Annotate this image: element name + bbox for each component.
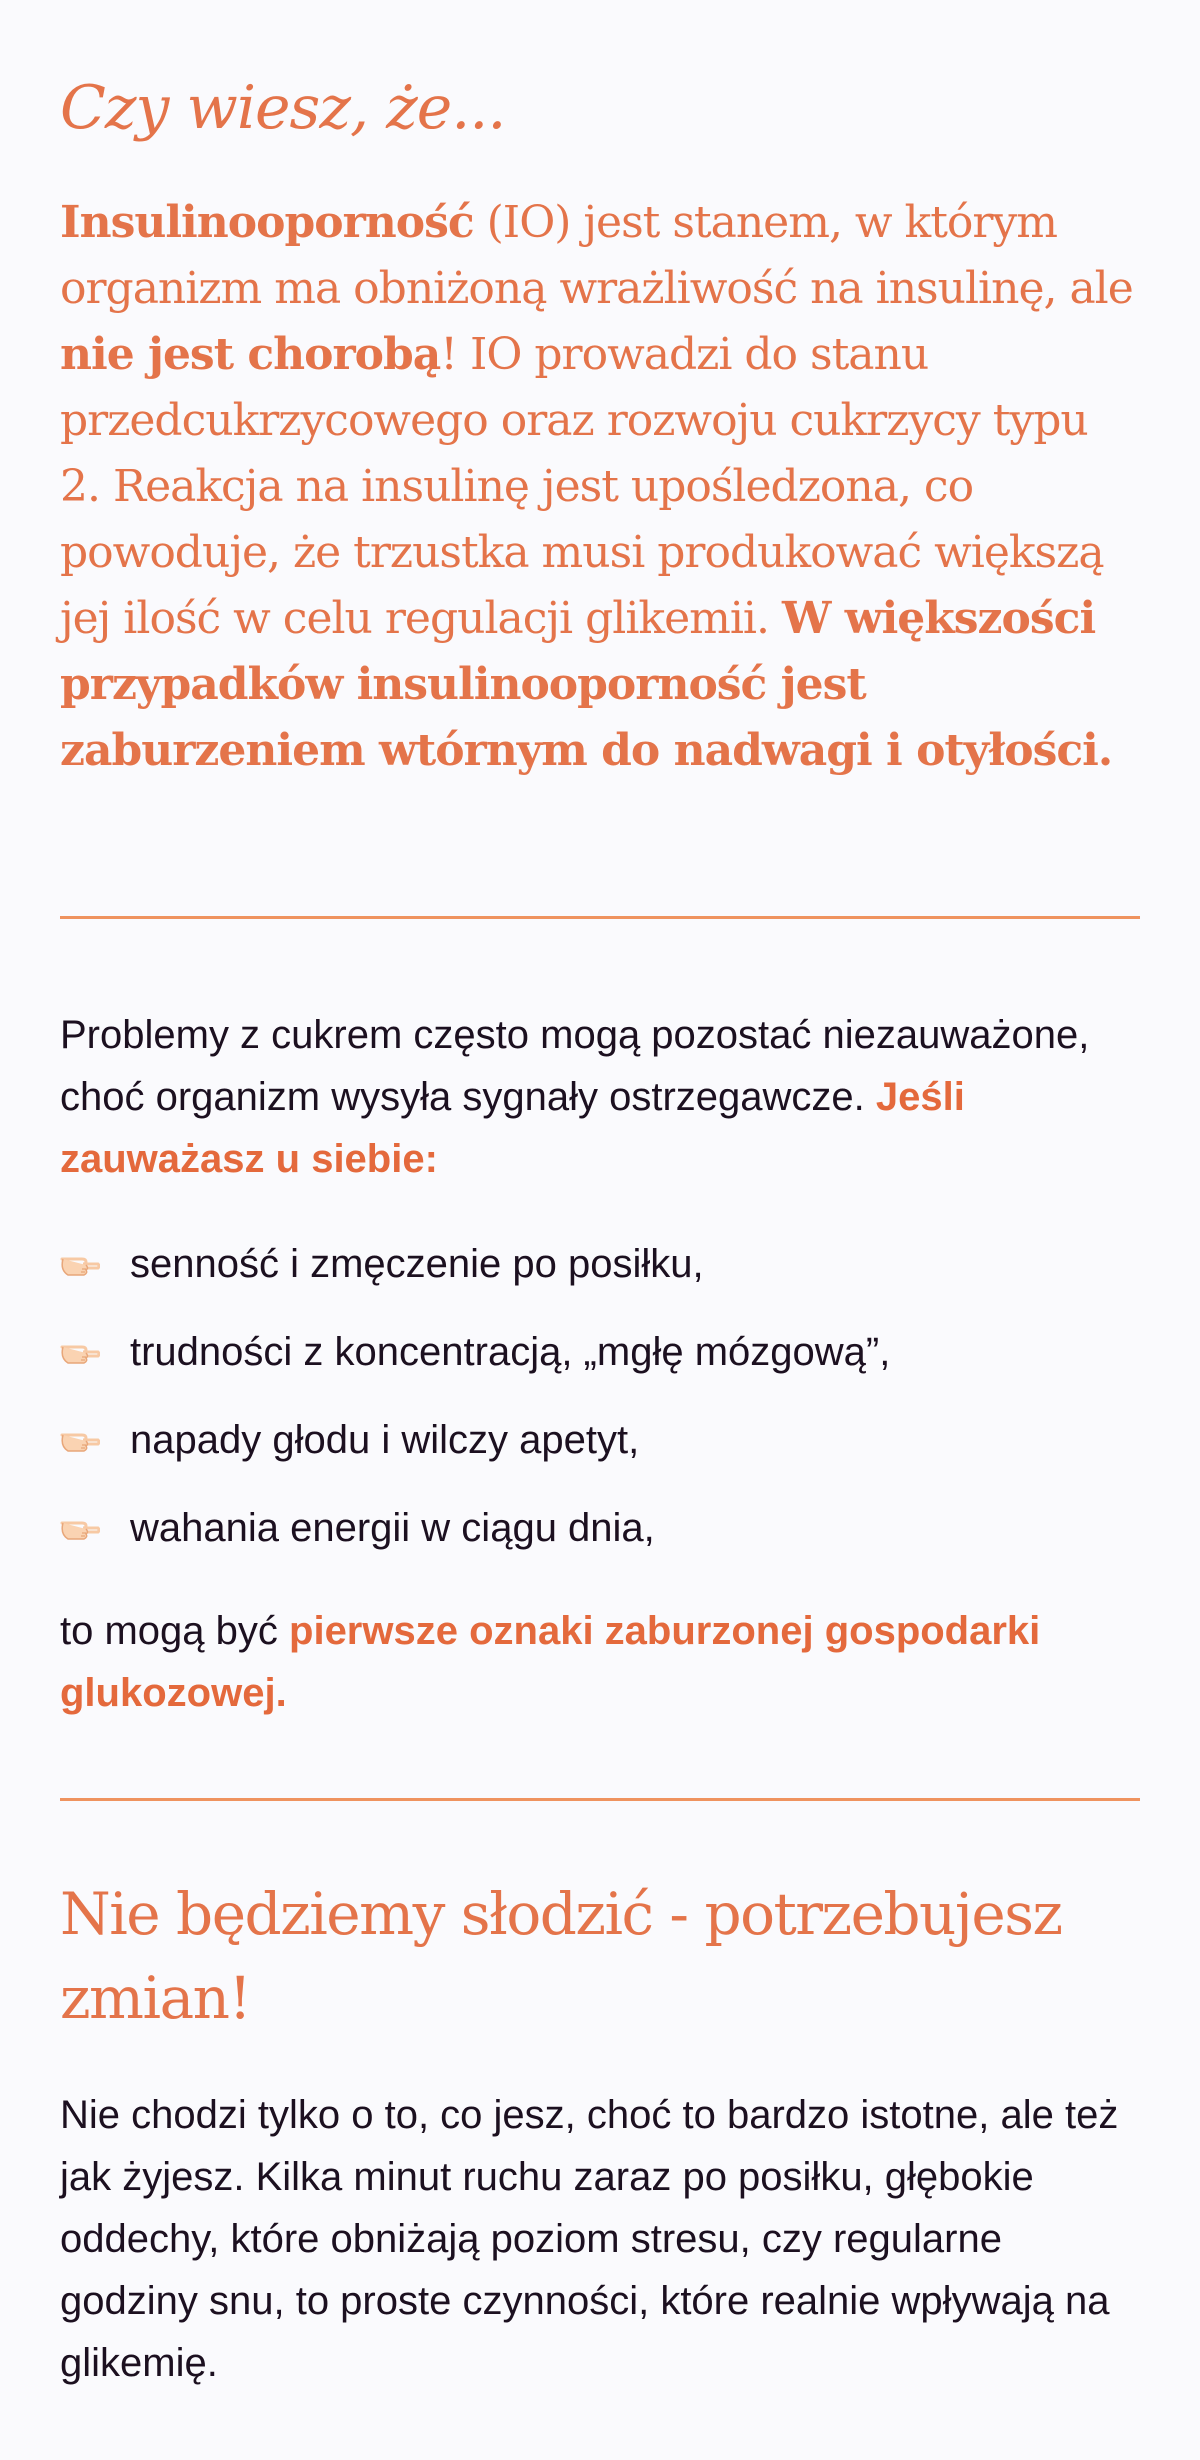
intro-emphasis-1: nie jest chorobą — [60, 329, 441, 380]
changes-title: Nie będziemy słodzić - potrzebujesz zmian! — [60, 1880, 1062, 2032]
list-item — [60, 1498, 1140, 1586]
did-you-know-title: Czy wiesz, że... — [60, 73, 506, 143]
insulin-resistance-intro — [60, 190, 1140, 784]
symptoms-lead-text: Problemy z cukrem często mogą pozostać niezauważone, choć organizm wysyła sygnały ostrzegawcze. — [60, 1013, 1090, 1119]
list-item — [60, 1234, 1140, 1322]
intro-emphasis-2: W większości przypadków insulinooporność jest zaburzeniem wtórnym do nadwagi i otyłości. — [60, 593, 1113, 776]
list-item — [60, 1322, 1140, 1410]
intro-text-1: (IO) jest stanem, w którym organizm ma obniżoną wrażliwość na insulinę, ale — [60, 197, 1133, 314]
symptoms-lead — [60, 1004, 1140, 1190]
conclusion-text: to mogą być — [60, 1609, 290, 1653]
symptom-text: wahania energii w ciągu dnia, — [130, 1506, 655, 1550]
symptoms-list — [60, 1234, 1140, 1586]
pointing-hand-icon — [60, 1250, 100, 1280]
section-divider — [60, 916, 1140, 919]
symptoms-lead-accent: Jeśli zauważasz u siebie: — [60, 1075, 965, 1181]
section-divider — [60, 1798, 1140, 1801]
symptom-text: senność i zmęczenie po posiłku, — [130, 1242, 704, 1286]
changes-text: Nie chodzi tylko o to, co jesz, choć to bardzo istotne, ale też jak żyjesz. Kilka minut ruchu zaraz po posiłku, głębokie oddechy, które obniżają poziom stresu, czy regularne godziny snu, to proste czynności, które realnie wpływają na glikemię. — [60, 2093, 1119, 2385]
list-item — [60, 1410, 1140, 1498]
intro-term: Insulinooporność — [60, 197, 474, 248]
symptom-text: trudności z koncentracją, „mgłę mózgową”, — [130, 1330, 891, 1374]
conclusion-accent: pierwsze oznaki zaburzonej gospodarki glukozowej. — [60, 1609, 1041, 1715]
pointing-hand-icon — [60, 1514, 100, 1544]
symptom-text: napady głodu i wilczy apetyt, — [130, 1418, 640, 1462]
intro-text-2: ! IO prowadzi do stanu przedcukrzycowego oraz rozwoju cukrzycy typu 2. Reakcja na insulinę jest upośledzona, co powoduje, że trzustka musi produkować większą jej ilość w celu regulacji glikemii. — [60, 329, 1104, 644]
pointing-hand-icon — [60, 1426, 100, 1456]
pointing-hand-icon — [60, 1338, 100, 1368]
symptoms-conclusion — [60, 1600, 1140, 1724]
